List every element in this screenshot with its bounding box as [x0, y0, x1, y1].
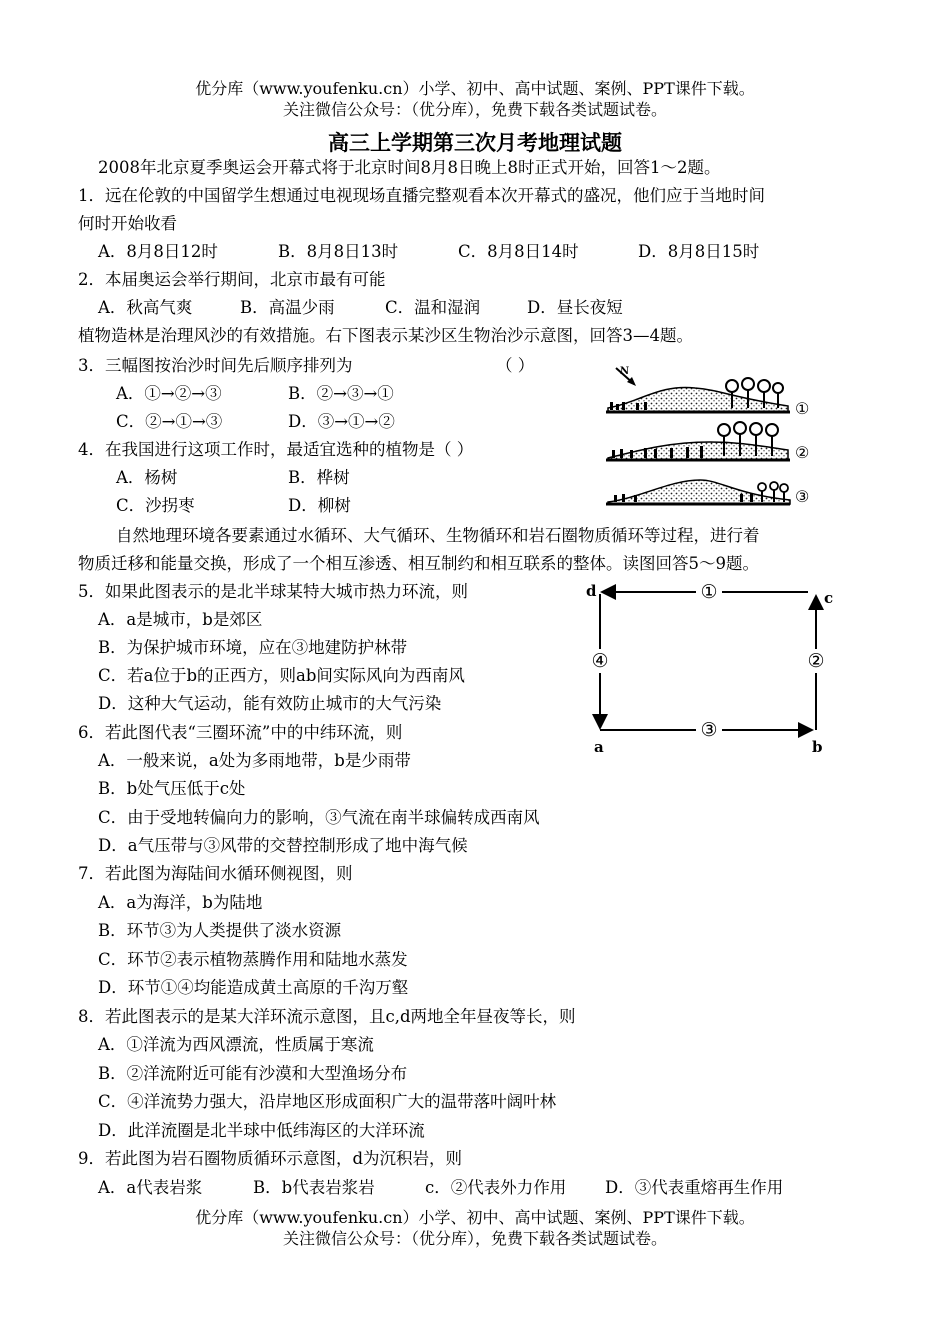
label-2: ②: [807, 650, 825, 672]
wind-label: N: [620, 366, 630, 377]
header-line-1: 优分库（www.youfenku.cn）小学、初中、高中试题、案例、PPT课件下载。: [195, 79, 755, 98]
intro-sand-control: 植物造林是治理风沙的有效措施。右下图表示某沙区生物治沙示意图，回答3—4题。: [78, 326, 693, 345]
q3-option-c: C．②→①→③: [116, 412, 223, 431]
intro-olympics: 2008年北京夏季奥运会开幕式将于北京时间8月8日晚上8时正式开始，回答1～2题。: [98, 158, 721, 177]
q3-option-a: A．①→②→③: [116, 384, 222, 403]
corner-b: b: [812, 738, 823, 756]
q7-option-d: D．环节①④均能造成黄土高原的千沟万壑: [98, 978, 409, 997]
q2-option-a: A．秋高气爽: [98, 298, 193, 317]
intro-cycles-b: 物质迁移和能量交换，形成了一个相互渗透、相互制约和相互联系的整体。读图回答5～9题。: [78, 554, 759, 573]
corner-c: c: [824, 589, 834, 607]
q1-option-d: D．8月8日15时: [638, 242, 760, 261]
q4-option-d: D．柳树: [288, 496, 351, 515]
q9-stem: 9．若此图为岩石圈物质循环示意图，d为沉积岩，则: [78, 1149, 463, 1168]
tree-icon: [758, 482, 788, 502]
q8-option-b: B．②洋流附近可能有沙漠和大型渔场分布: [98, 1064, 408, 1083]
q7-option-a: A．a为海洋，b为陆地: [98, 893, 263, 912]
q1-option-c: C．8月8日14时: [458, 242, 579, 261]
q1-option-a: A．8月8日12时: [98, 242, 218, 261]
q5-option-c: C．若a位于b的正西方，则ab间实际风向为西南风: [98, 666, 465, 685]
sand-panel-1-label: ①: [795, 399, 810, 418]
q9-option-c: c．②代表外力作用: [425, 1178, 567, 1197]
q6-option-b: B．b处气压低于c处: [98, 779, 246, 798]
label-3: ③: [700, 719, 718, 741]
footer-line-2: 关注微信公众号：（优分库），免费下载各类试题试卷。: [282, 1229, 667, 1248]
q5-option-d: D．这种大气运动，能有效防止城市的大气污染: [98, 694, 442, 713]
page-title: 高三上学期第三次月考地理试题: [328, 131, 622, 155]
q6-option-a: A．一般来说，a处为多雨地带，b是少雨带: [98, 751, 411, 770]
q1-option-b: B．8月8日13时: [278, 242, 399, 261]
q4-option-a: A．杨树: [116, 468, 178, 487]
sand-control-figure: [600, 362, 825, 517]
cycle-diagram: [578, 576, 840, 758]
q9-option-b: B．b代表岩浆岩: [253, 1178, 375, 1197]
q3-answer-blank: （ ）: [496, 356, 535, 375]
q6-stem: 6．若此图代表“三圈环流”中的中纬环流，则: [78, 723, 403, 742]
label-4: ④: [591, 650, 609, 672]
corner-a: a: [594, 738, 604, 756]
q4-stem: 4．在我国进行这项工作时，最适宜选种的植物是（ ）: [78, 440, 474, 459]
wind-arrow-icon: [616, 366, 636, 386]
q2-stem: 2．本届奥运会举行期间，北京市最有可能: [78, 270, 386, 289]
q9-option-a: A．a代表岩浆: [98, 1178, 203, 1197]
header-line-2: 关注微信公众号：（优分库），免费下载各类试题试卷。: [282, 100, 667, 119]
sand-panel-2-label: ②: [795, 443, 810, 462]
q5-stem: 5．如果此图表示的是北半球某特大城市热力环流，则: [78, 582, 468, 601]
q9-option-d: D．③代表重熔再生作用: [605, 1178, 784, 1197]
label-1: ①: [700, 581, 718, 603]
q7-option-b: B．环节③为人类提供了淡水资源: [98, 921, 342, 940]
sand-panel-3: [606, 480, 809, 506]
q7-option-c: C．环节②表示植物蒸腾作用和陆地水蒸发: [98, 950, 408, 969]
q3-option-b: B．②→③→①: [288, 384, 394, 403]
sand-panel-2: [606, 422, 809, 462]
intro-cycles-a: 自然地理环境各要素通过水循环、大气循环、生物循环和岩石圈物质循环等过程，进行着: [116, 526, 760, 545]
q3-option-d: D．③→①→②: [288, 412, 395, 431]
q1-stem-a: 1．远在伦敦的中国留学生想通过电视现场直播完整观看本次开幕式的盛况，他们应于当地时间: [78, 186, 765, 205]
q8-option-c: C．④洋流势力强大，沿岸地区形成面积广大的温带落叶阔叶林: [98, 1092, 557, 1111]
q2-option-b: B．高温少雨: [240, 298, 335, 317]
q5-option-b: B．为保护城市环境，应在③地建防护林带: [98, 638, 408, 657]
corner-d: d: [586, 582, 597, 600]
q6-option-d: D．a气压带与③风带的交替控制形成了地中海气候: [98, 836, 468, 855]
sand-panel-1: [606, 378, 809, 418]
q4-option-b: B．桦树: [288, 468, 350, 487]
q5-option-a: A．a是城市，b是郊区: [98, 610, 263, 629]
q4-option-c: C．沙拐枣: [116, 496, 195, 515]
q3-stem: 3．三幅图按治沙时间先后顺序排列为: [78, 356, 353, 375]
q1-stem-b: 何时开始收看: [78, 214, 177, 233]
q6-option-c: C．由于受地转偏向力的影响，③气流在南半球偏转成西南风: [98, 808, 540, 827]
q8-option-a: A．①洋流为西风漂流，性质属于寒流: [98, 1035, 374, 1054]
q8-option-d: D．此洋流圈是北半球中低纬海区的大洋环流: [98, 1121, 425, 1140]
q2-option-d: D．昼长夜短: [527, 298, 623, 317]
sand-panel-3-label: ③: [795, 487, 810, 506]
q8-stem: 8．若此图表示的是某大洋环流示意图，且c,d两地全年昼夜等长，则: [78, 1007, 576, 1026]
q7-stem: 7．若此图为海陆间水循环侧视图，则: [78, 864, 353, 883]
q2-option-c: C．温和湿润: [385, 298, 481, 317]
footer-line-1: 优分库（www.youfenku.cn）小学、初中、高中试题、案例、PPT课件下载。: [195, 1208, 755, 1227]
